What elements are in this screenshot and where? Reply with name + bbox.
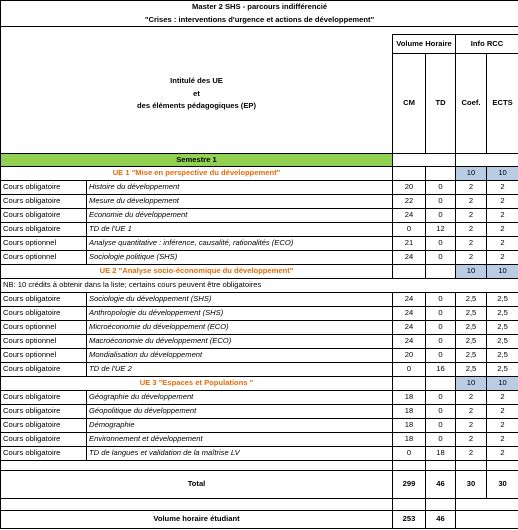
table-row: Cours obligatoire Anthropologie du développement (SHS) 24 0 2,5 2,5 — [1, 307, 518, 321]
program-subtitle: "Crises : interventions d'urgence et actions de développement" — [1, 14, 518, 27]
table-row: Cours optionnel Macroéconomie du développement (ECO) 24 0 2,5 2,5 — [1, 335, 518, 349]
table-row: Cours optionnel Analyse quantitative : inférence, causalité, rationalités (ECO) 21 0 2 2 — [1, 237, 518, 251]
volume-horaire-header: Volume Horaire — [393, 35, 456, 54]
table-row: Cours obligatoire Economie du développement 24 0 2 2 — [1, 209, 518, 223]
total-ects: 30 — [487, 471, 518, 499]
table-row: Cours obligatoire Géopolitique du développement 18 0 2 2 — [1, 405, 518, 419]
total-coef: 30 — [456, 471, 487, 499]
ue2-note: NB: 10 crédits à obtenir dans la liste; certains cours peuvent être obligatoires — [1, 279, 518, 293]
total-cm: 299 — [393, 471, 426, 499]
table-row: Cours obligatoire Histoire du développement 20 0 2 2 — [1, 181, 518, 195]
cm-header: CM — [393, 54, 426, 154]
table-row: Cours optionnel Mondialisation du développement 20 0 2,5 2,5 — [1, 349, 518, 363]
ue3-title: UE 3 "Espaces et Populations " — [1, 377, 393, 391]
table-row: Cours obligatoire TD de langues et validation de la maîtrise LV 0 18 2 2 — [1, 447, 518, 461]
ue2-title: UE 2 "Analyse socio-économique du développement" — [1, 265, 393, 279]
table-row: Cours obligatoire Sociologie du développement (SHS) 24 0 2,5 2,5 — [1, 293, 518, 307]
ue2-ects: 10 — [487, 265, 518, 279]
table-row: Cours optionnel Sociologie politique (SHS) 24 0 2 2 — [1, 251, 518, 265]
table-row: Cours obligatoire Mesure du développement 22 0 2 2 — [1, 195, 518, 209]
table-row: Cours optionnel Microéconomie du développement (ECO) 24 0 2,5 2,5 — [1, 321, 518, 335]
ue3-ects: 10 — [487, 377, 518, 391]
ue1-title: UE 1 "Mise en perspective du développement" — [1, 167, 393, 181]
info-rcc-header: Info RCC — [456, 35, 518, 54]
table-row: Cours obligatoire TD de l'UE 1 0 12 2 2 — [1, 223, 518, 237]
td-header: TD — [426, 54, 456, 154]
total-label: Total — [1, 471, 393, 499]
intitule-header: Intitulé des UE et des éléments pédagogiques (EP) — [1, 35, 393, 154]
ects-header: ECTS — [487, 54, 518, 154]
total-td: 46 — [426, 471, 456, 499]
table-row: Cours obligatoire TD de l'UE 2 0 16 2,5 2,5 — [1, 363, 518, 377]
program-title: Master 2 SHS - parcours indifférencié — [1, 1, 518, 14]
table-row: Cours obligatoire Environnement et développement 18 0 2 2 — [1, 433, 518, 447]
ue1-coef: 10 — [456, 167, 487, 181]
ue3-coef: 10 — [456, 377, 487, 391]
ue1-ects: 10 — [487, 167, 518, 181]
coef-header: Coef. — [456, 54, 487, 154]
volume-etudiant-td: 46 — [426, 511, 456, 529]
volume-etudiant-cm: 253 — [393, 511, 426, 529]
ue2-coef: 10 — [456, 265, 487, 279]
table-row: Cours obligatoire Géographie du développement 18 0 2 2 — [1, 391, 518, 405]
semestre-row: Semestre 1 — [1, 154, 393, 167]
volume-etudiant-label: Volume horaire étudiant — [1, 511, 393, 529]
table-row: Cours obligatoire Démographie 18 0 2 2 — [1, 419, 518, 433]
